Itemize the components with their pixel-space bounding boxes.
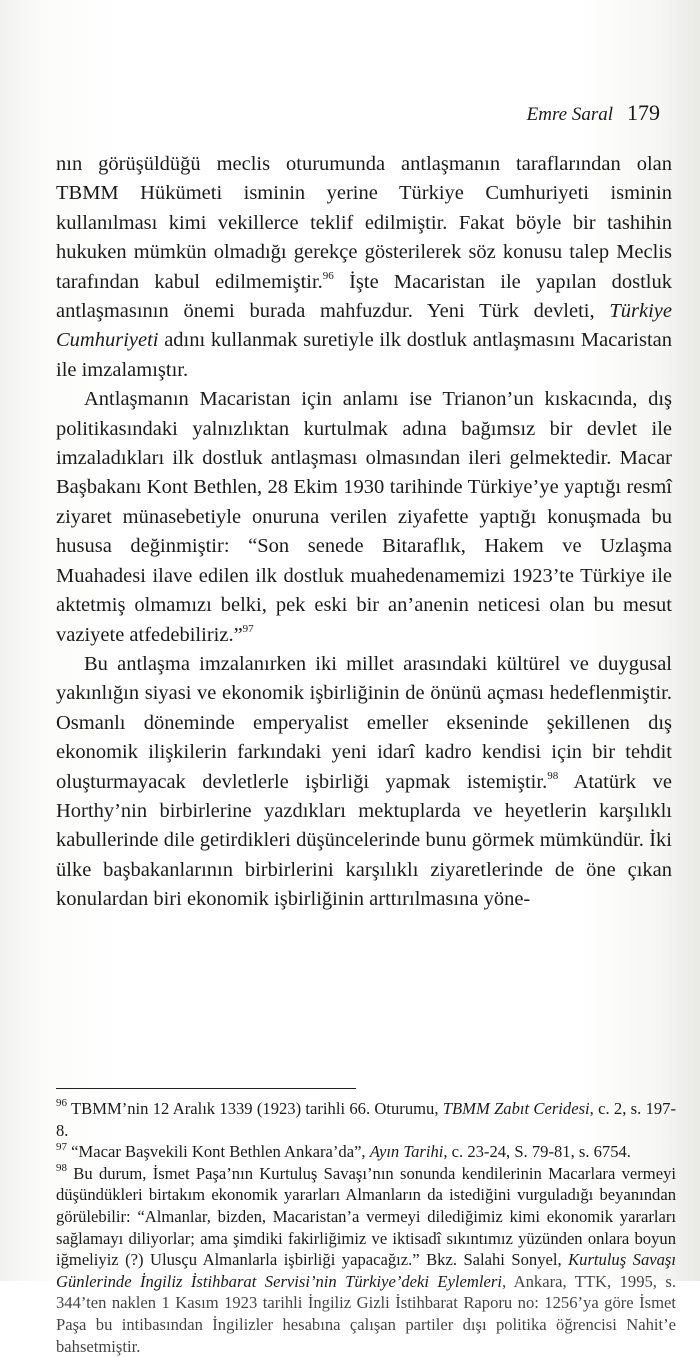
footnote-separator: [56, 1088, 356, 1089]
header-author: Emre Saral: [526, 104, 613, 125]
footnote-97-italic: Ayın Tarihi: [369, 1142, 444, 1162]
paragraph-1: [56, 150, 672, 385]
footnote-97: [56, 1141, 676, 1163]
paragraph-2-text: Antlaşmanın Macaristan için anlamı ise Trianon’un kıskacında, dış politikasındaki yalnızlıktan kurtulmak adına bağımsız bir devlet ile imzaladıkları ilk dostluk antlaşması olmasından ileri gelmektedir. Macar Başbakanı Kont Bethlen, 28 Ekim 1930 tarihinde Türkiye’ye yaptığı resmî ziyaret münasebetiyle onuruna verilen ziyafette yaptığı konuşmada bu hususa değinmiştir: “Son senede Bitaraflık, Hakem ve Uzlaşma Muahadesi ilave edilen ilk dostluk muahedenamemizi 1923’te Türkiye ile aktetmiş olmamızı belki, pek eski bir an’anenin neticesi olan bu mesut vaziyete atfedebiliriz.”: [56, 388, 672, 646]
footnote-97-text-b: , c. 23-24, S. 79-81, s. 6754.: [443, 1142, 631, 1162]
footnote-98-text-b: , Ankara, TTK, 1995, s. 344’ten naklen 1 Kasım 1923 tarihli İngiliz Gizli İstihbarat Raporu no: 1256’ya göre İsmet Paşa bu intibasından İngilizler hesabına çalışan partiler dışı politika öğrencisi Nahit’e bahsetmiştir.: [56, 1271, 677, 1356]
footnote-96-italic: TBMM Zabıt Ceridesi: [442, 1099, 590, 1118]
footnote-ref-96: 96: [322, 269, 334, 282]
footnotes: [56, 1098, 676, 1357]
paragraph-2: [56, 385, 672, 650]
footnote-98-italic: Kurtuluş Savaşı Günlerinde İngiliz İstihbarat Servisi’nin Türkiye’deki Eylemleri: [56, 1250, 676, 1291]
footnote-ref-97: 97: [242, 622, 254, 635]
footnote-97-number: 97: [56, 1140, 67, 1153]
paragraph-3: [56, 650, 672, 915]
page-number: 179: [627, 100, 660, 125]
paragraph-1-text-b: İşte Macaristan ile yapılan dostluk antlaşmasının önemi burada mahfuzdur. Yeni Türk devleti,: [56, 270, 672, 323]
footnote-96-text-b: , c. 2, s. 197-8.: [56, 1099, 676, 1140]
main-text: [56, 150, 672, 915]
footnote-96-text-a: TBMM’nin 12 Aralık 1339 (1923) tarihli 66. Oturumu,: [67, 1099, 443, 1118]
footnote-98-number: 98: [56, 1162, 67, 1175]
paragraph-3-text-b: Atatürk ve Horthy’nin birbirlerine yazdıkları mektuplarda ve heyetlerin karşılıklı kabullerinde dile getirdikleri düşüncelerinde bunu görmek mümkündür. İki ülke başbakanlarının birbirlerini karşılıklı ziyaretlerinde de öne çıkan konulardan biri ekonomik işbirliğinin arttırılmasına yöne-: [56, 770, 673, 911]
paragraph-3-text-a: Bu antlaşma imzalanırken iki millet arasındaki kültürel ve duygusal yakınlığın siyasi ve ekonomik işbirliğinin de önünü açması hedeflenmiştir. Osmanlı döneminde emperyalist emeller ekseninde şekillenen dış ekonomik ilişkilerin farkındaki yeni idarî kadro kendisi için bir tehdit oluşturmayacak devletlerle işbirliği yapmak istemiştir.: [56, 652, 672, 793]
paragraph-1-italic: Türkiye Cumhuriyeti: [56, 300, 672, 352]
footnote-98: [56, 1163, 676, 1357]
footnote-97-text-a: “Macar Başvekili Kont Bethlen Ankara’da”,: [67, 1142, 370, 1162]
footnote-ref-98: 98: [547, 769, 559, 782]
footnote-96: [56, 1098, 676, 1141]
running-header: [527, 100, 660, 126]
footnote-96-number: 96: [56, 1097, 67, 1110]
paragraph-1-text-a: nın görüşüldüğü meclis oturumunda antlaşmanın taraflarından olan TBMM Hükümeti isminin yerine Türkiye Cumhuriyeti isminin kullanılması kimi vekillerce teklif edilmiştir. Fakat böyle bir tashihin hukuken mümkün olmadığı gerekçe gösterilerek söz konusu talep Meclis tarafından kabul edilmemiştir.: [56, 153, 672, 293]
footnote-98-text-a: Bu durum, İsmet Paşa’nın Kurtuluş Savaşı’nın sonunda kendilerinin Macarlara vermeyi düşündükleri birtakım ekonomik yararları Almanların da istediğini vurguladığı beyanından görülebilir: “Almanlar, bizden, Macaristan’a vermeyi dilediğimiz kimi ekonomik yararları sağlamayı diliyorlar; ama şimdiki fakirliğimiz ve iktisadî sıkıntımız yüzünden onlara boyun iğmeliyiz (?) Ulusçu Almanlarla işbirliği yapacağız.” Bkz. Salahi Sonyel,: [56, 1163, 676, 1270]
paragraph-1-text-c: adını kullanmak suretiyle ilk dostluk antlaşmasını Macaristan ile imzalamıştır.: [56, 329, 672, 381]
